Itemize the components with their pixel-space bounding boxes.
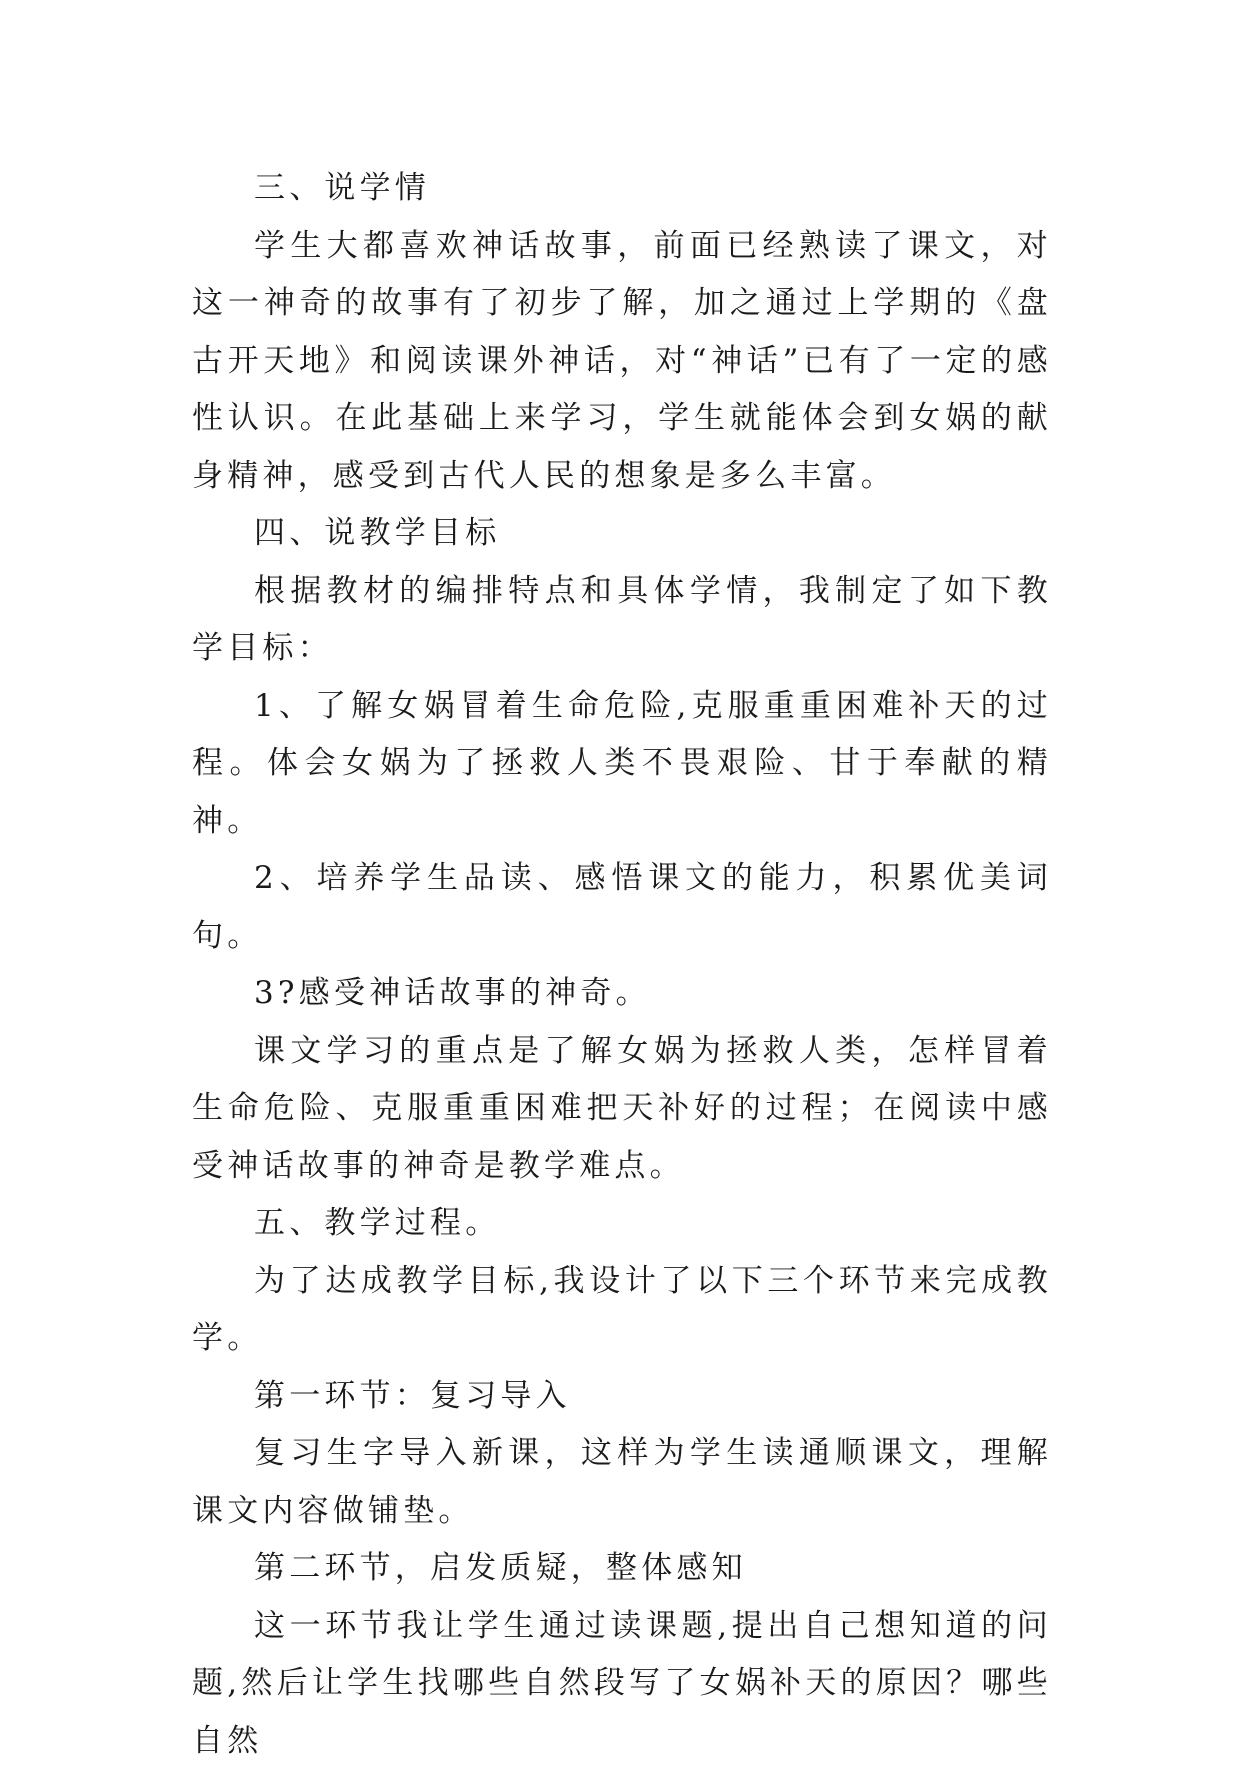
goal-item-1: 1、了解女娲冒着生命危险,克服重重困难补天的过程。体会女娲为了拯救人类不畏艰险、甘于奉献的精神。 — [192, 678, 1052, 851]
goal-item-2: 2、培养学生品读、感悟课文的能力，积累优美词句。 — [192, 850, 1052, 965]
goal-item-3: 3?感受神话故事的神奇。 — [192, 965, 1052, 1023]
step-paragraph-1: 复习生字导入新课，这样为学生读通顺课文，理解课文内容做铺垫。 — [192, 1425, 1052, 1540]
paragraph-process-intro: 为了达成教学目标,我设计了以下三个环节来完成教学。 — [192, 1253, 1052, 1368]
step-paragraph-2: 这一环节我让学生通过读课题,提出自己想知道的问题,然后让学生找哪些自然段写了女娲补天的原因？哪些自然 — [192, 1598, 1052, 1770]
step-heading-2: 第二环节，启发质疑，整体感知 — [192, 1540, 1052, 1598]
paragraph-goals-intro: 根据教材的编排特点和具体学情，我制定了如下教学目标： — [192, 563, 1052, 678]
section-heading-learner-analysis: 三、说学情 — [192, 160, 1052, 218]
document-body — [192, 160, 1052, 1770]
paragraph-learner-analysis: 学生大都喜欢神话故事，前面已经熟读了课文，对这一神奇的故事有了初步了解，加之通过上学期的《盘古开天地》和阅读课外神话，对“神话”已有了一定的感性认识。在此基础上来学习，学生就能体会到女娲的献身精神，感受到古代人民的想象是多么丰富。 — [192, 218, 1052, 506]
step-heading-1: 第一环节：复习导入 — [192, 1368, 1052, 1426]
paragraph-key-points: 课文学习的重点是了解女娲为拯救人类，怎样冒着生命危险、克服重重困难把天补好的过程；在阅读中感受神话故事的神奇是教学难点。 — [192, 1023, 1052, 1196]
section-heading-teaching-goals: 四、说教学目标 — [192, 505, 1052, 563]
section-heading-teaching-process: 五、教学过程。 — [192, 1195, 1052, 1253]
